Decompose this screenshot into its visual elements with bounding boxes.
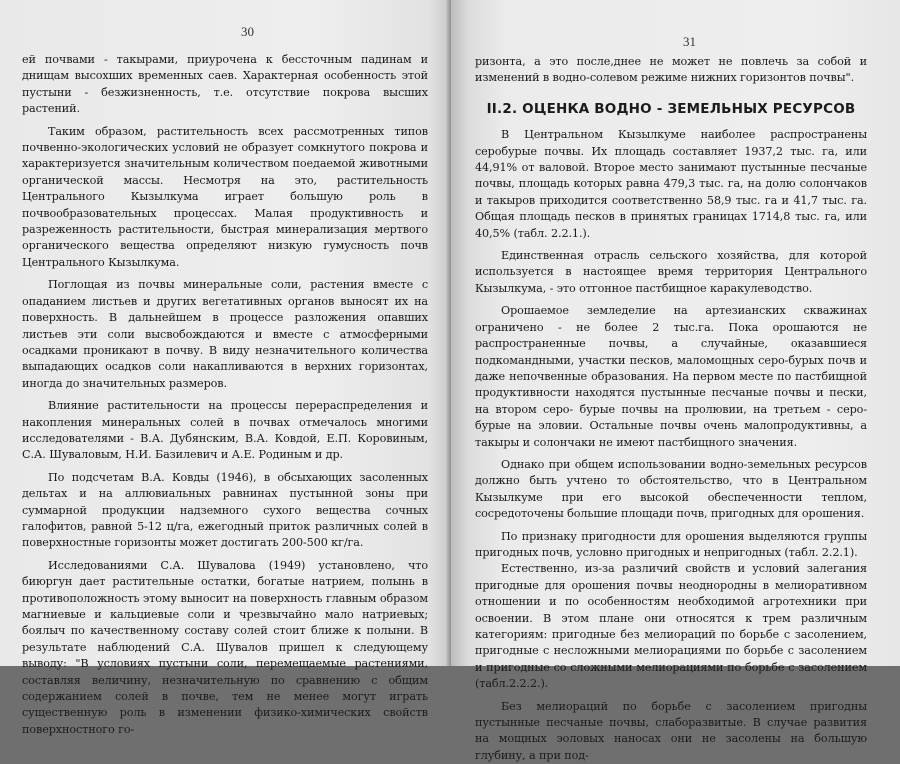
paragraph: Поглощая из почвы минеральные соли, растения вместе с опаданием листьев и других вегетативных органов выносят их на поверхность. В дальнейшем в процессе разложения опавших листьев эти соли высвобождаются и вместе с атмосферными осадками проникают в почву. В виду незначительного количества выпадающих осадков соли накапливаются в верхних горизонтах, иногда до значительных размеров. <box>22 278 428 390</box>
paragraph: По признаку пригодности для орошения выделяются группы пригодных почв, условно пригодных и непригодных (табл. 2.2.1). <box>475 529 867 559</box>
left-page <box>0 0 451 736</box>
right-page <box>451 0 900 762</box>
paragraph: Единственная отрасль сельского хозяйства, для которой используется в настоящее время территория Центрального Кызылкума, - это отгонное пастбищное каракулеводство. <box>475 249 867 295</box>
paragraph: Без мелиораций по борьбе с засолением пригодны пустынные песчаные почвы, слаборазвитые. В случае развития на мощных эоловых наносах они не засолены на большую глубину, а при под- <box>475 699 867 762</box>
left-page-number: 30 <box>241 24 254 39</box>
paragraph: Исследованиями С.А. Шувалова (1949) установлено, что биюргун дает растительные остатки, богатые натрием, полынь в противоположность этому выносит на поверхность главным образом магниевые и кальциевые соли и чрезвычайно мало натриевых; боялыч по качественному составу солей стоит ближе к полыни. В результате наблюдений С.А. Шувалов пришел к следующему выводу: "В условиях пустыни соли, перемещаемые растениями, составляя величину, незначительную по сравнению с общим содержанием солей в почве, тем не менее могут играть существенную роль в изменении физико-химических свойств поверхностного го- <box>22 558 428 736</box>
paragraph: Однако при общем использовании водно-земельных ресурсов должно быть учтено то обстоятельство, что в Центральном Кызылкуме при его высокой обеспеченности теплом, сосредоточены большие площади почв, пригодных для орошения. <box>475 457 867 521</box>
paragraph: Таким образом, растительность всех рассмотренных типов почвенно-экологических условий не образует сомкнутого покрова и характеризуется значительным количеством поедаемой животными органической массы. Несмотря на это, растительность Центрального Кызылкума играет большую роль в почвообразовательных процессах. Малая продуктивность и разреженность растительности, быстрая минерализация мертвого органического вещества определяют низкую гумусность почв Центрального Кызылкума. <box>22 124 428 269</box>
paragraph: По подсчетам В.А. Ковды (1946), в обсыхающих засоленных дельтах и на аллювиальных равнинах пустынной зоны при суммарной продукции надземного сухого вещества сочных галофитов, равной 5-12 ц/га, ежегодный приток различных солей в поверхностные горизонты может достигать 200-500 кг/га. <box>22 470 428 550</box>
continuation-paragraph: ризонта, а это после,днее не может не повлечь за собой и изменений в водно-солевом режиме нижних горизонтов почвы". <box>475 55 867 85</box>
paragraph: Естественно, из-за различий свойств и условий залегания пригодные для орошения почвы неоднородны в мелиоративном отношении и по особенностям необходимой агротехники при освоении. В этом плане они относятся к трем различным категориям: пригодные без мелиораций по борьбе с засолением, пригодные с несложными мелиорациями по борьбе с засолением и пригодные со сложными мелиорациями по борьбе с засолением (табл.2.2.2.). <box>475 562 867 691</box>
bleed-through-artifact <box>30 574 330 584</box>
paragraph: Влияние растительности на процессы перераспределения и накопления минеральных солей в почвах отмечалось многими исследователями - В.А. Дубянским, В.А. Ковдой, Е.П. Коровиным, С.А. Шуваловым, Н.И. Базилевич и А.Е. Родиным и др. <box>22 399 428 462</box>
right-page-text <box>475 54 867 764</box>
section-heading: II.2. ОЦЕНКА ВОДНО - ЗЕМЕЛЬНЫХ РЕСУРСОВ <box>486 100 856 117</box>
paragraph: Орошаемое земледелие на артезианских скважинах ограничено - не более 2 тыс.га. Пока орошаются не распространенные почвы, а случайные, оказавшиеся подкомандными, участки песков, маломощных серо-бурых почв и даже непочвенные образования. На первом месте по пастбищной продуктивности находятся пустынные песчаные почвы и пески, на втором серо- бурые почвы на пролювии, на третьем - серо-бурые на эловии. Остальные почвы очень малопродуктивны, а такыры и солончаки не имеют пастбищного значения. <box>475 304 867 449</box>
paragraph: ей почвами - такырами, приурочена к бессточным падинам и днищам высохших временных саев. Характерная особенность этой пустыни - безжизненность, т.е. отсутствие покрова высших растений. <box>22 53 428 116</box>
paragraph: В Центральном Кызылкуме наиболее распространены серобурые почвы. Их площадь составляет 1937,2 тыс. га, или 44,91% от валовой. Второе место занимают пустынные песчаные почвы, площадь которых равна 479,3 тыс. га, на долю солончаков и такыров приходится соответственно 58,9 тыс. га и 41,7 тыс. га. Общая площадь песков в принятых границах 1714,8 тыс. га, или 40,5% (табл. 2.2.1.). <box>475 128 867 240</box>
left-page-text <box>22 52 428 738</box>
right-page-number: 31 <box>683 34 696 49</box>
